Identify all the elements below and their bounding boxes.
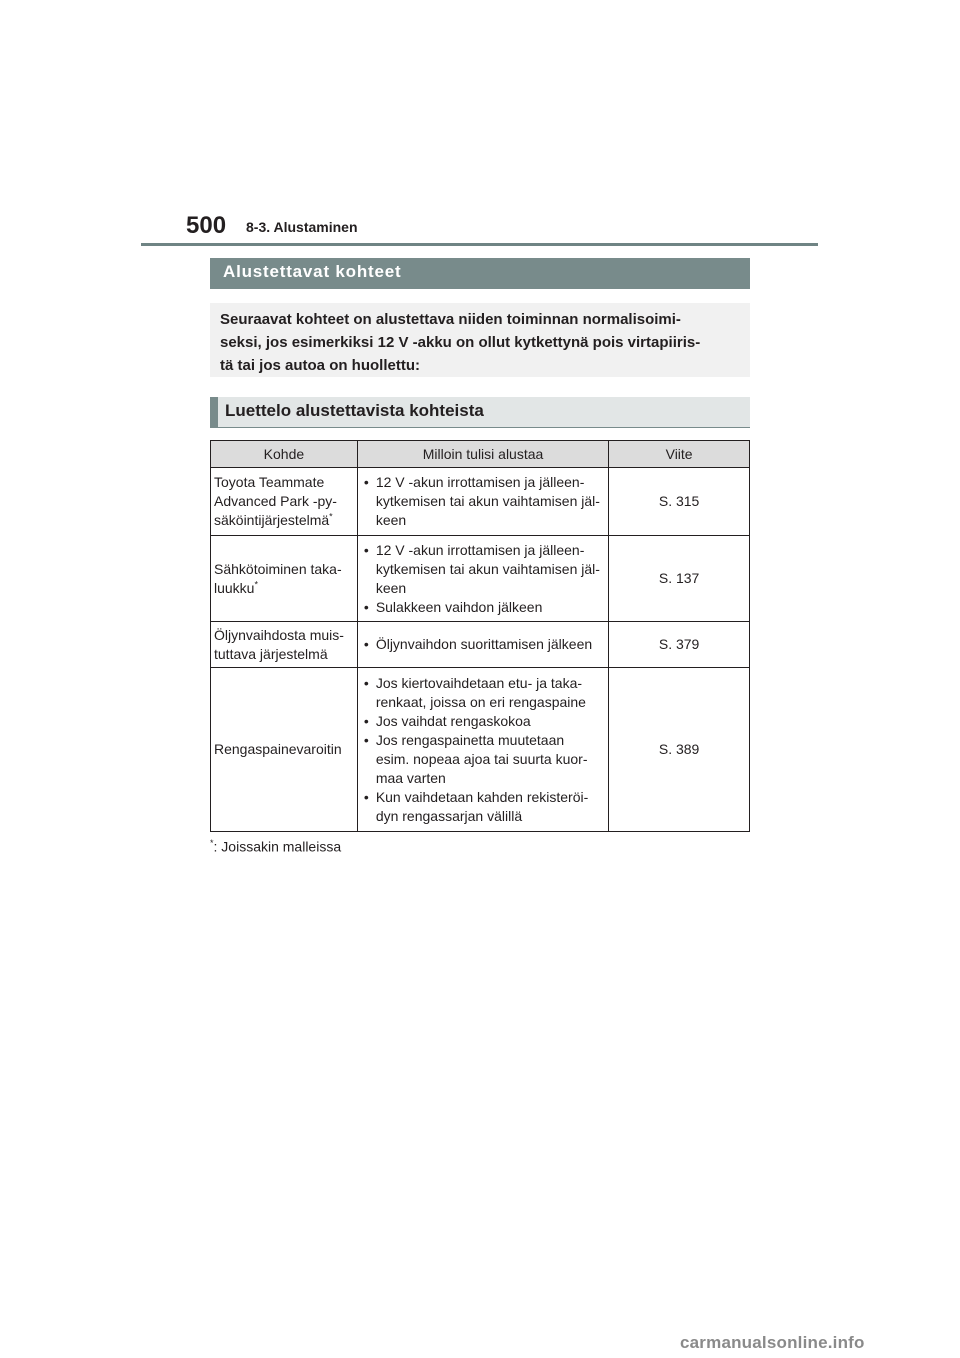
item-cell (211, 668, 358, 832)
header-reference: Viite (609, 441, 750, 468)
bullet-icon: • (363, 541, 369, 558)
condition-line: Jos vaihdat rengaskokoa (375, 712, 531, 729)
when-cell (357, 536, 608, 622)
bullet-icon: • (363, 474, 369, 490)
condition-line: 12 V -akun irrottamisen ja jälleen- (375, 474, 585, 490)
item-line (214, 560, 353, 579)
item-line (214, 579, 353, 598)
bullet-icon: • (363, 636, 369, 652)
item-line (214, 511, 353, 530)
footnote (210, 838, 341, 855)
item-text: Toyota Teammate (214, 474, 325, 490)
table-row (211, 622, 750, 668)
table-row (211, 536, 750, 622)
condition-line: kytkemisen tai akun vaihtamisen jäl- (375, 560, 600, 577)
when-cell (357, 622, 608, 668)
footnote-text: : Joissakin malleissa (213, 838, 342, 855)
condition-line: keen (375, 512, 407, 528)
intro-line: seksi, jos esimerkiksi 12 V -akku on ollut kytkettynä pois virtapiiris- (220, 334, 701, 351)
when-cell (357, 468, 608, 536)
item-cell (211, 622, 358, 668)
item-text: tuttava järjestelmä (214, 645, 328, 662)
condition-line: dyn rengassarjan välillä (375, 807, 523, 824)
bullet-icon: • (363, 598, 369, 615)
item-cell (211, 536, 358, 622)
intro-line: tä tai jos autoa on huollettu: (220, 357, 420, 374)
item-line (214, 492, 353, 511)
subsection-heading: Luettelo alustettavista kohteista (210, 397, 750, 428)
condition-item (364, 788, 604, 826)
header-when: Milloin tulisi alustaa (357, 441, 608, 468)
page-number: 500 (186, 212, 227, 239)
when-cell (357, 668, 608, 832)
condition-line: Kun vaihdetaan kahden rekisteröi- (375, 788, 589, 805)
condition-item (364, 473, 604, 530)
item-line (214, 473, 353, 492)
condition-line: kytkemisen tai akun vaihtamisen jäl- (375, 493, 600, 509)
table-header-row (211, 441, 750, 468)
condition-item (364, 712, 604, 731)
condition-line: 12 V -akun irrottamisen ja jälleen- (375, 541, 585, 558)
intro-box (210, 303, 750, 377)
condition-item (364, 731, 604, 788)
bullet-icon: • (363, 712, 369, 729)
item-text: säköintijärjestelmä (214, 512, 330, 528)
condition-list (364, 541, 604, 617)
reset-items-table (210, 440, 750, 832)
condition-line: maa varten (375, 769, 446, 786)
table-row (211, 668, 750, 832)
condition-line: esim. nopeaa ajoa tai suurta kuor- (375, 750, 588, 767)
page-reference: S. 389 (609, 668, 750, 832)
condition-list (364, 635, 604, 654)
item-text: Rengaspainevaroitin (214, 741, 342, 757)
header-item: Kohde (211, 441, 358, 468)
item-text: Sähkötoiminen taka- (214, 560, 342, 577)
condition-item (364, 674, 604, 712)
page-reference: S. 379 (609, 622, 750, 668)
condition-line: Öljynvaihdon suorittamisen jälkeen (375, 636, 593, 652)
watermark-text: carmanualsonline.info (680, 1333, 865, 1352)
item-line (214, 645, 353, 664)
item-line (214, 740, 353, 759)
condition-list (364, 473, 604, 530)
condition-line: Jos kiertovaihdetaan etu- ja taka- (375, 674, 583, 691)
table-body (211, 468, 750, 832)
item-text: Advanced Park -py- (214, 493, 337, 509)
page-reference: S. 137 (609, 536, 750, 622)
condition-line: renkaat, joissa on eri rengaspaine (375, 693, 586, 710)
table-row (211, 468, 750, 536)
bullet-icon: • (363, 731, 369, 748)
condition-line: keen (375, 579, 407, 596)
section-heading: Alustettavat kohteet (210, 258, 750, 289)
footnote-marker: * (254, 578, 258, 589)
bullet-icon: • (363, 674, 369, 691)
condition-item (364, 635, 604, 654)
chapter-title: 8-3. Alustaminen (246, 219, 358, 235)
bullet-icon: • (363, 788, 369, 805)
intro-line: Seuraavat kohteet on alustettava niiden toiminnan normalisoimi- (220, 311, 681, 328)
item-text: Öljynvaihdosta muis- (214, 626, 344, 643)
item-line (214, 626, 353, 645)
footnote-mark: * (210, 838, 214, 848)
header-divider (141, 243, 818, 246)
page-reference: S. 315 (609, 468, 750, 536)
condition-item (364, 541, 604, 598)
condition-line: Jos rengaspainetta muutetaan (375, 731, 565, 748)
condition-line: Sulakkeen vaihdon jälkeen (375, 598, 543, 615)
item-cell (211, 468, 358, 536)
footnote-marker: * (329, 511, 333, 522)
item-text: luukku (214, 579, 255, 596)
condition-list (364, 674, 604, 826)
condition-item (364, 598, 604, 617)
